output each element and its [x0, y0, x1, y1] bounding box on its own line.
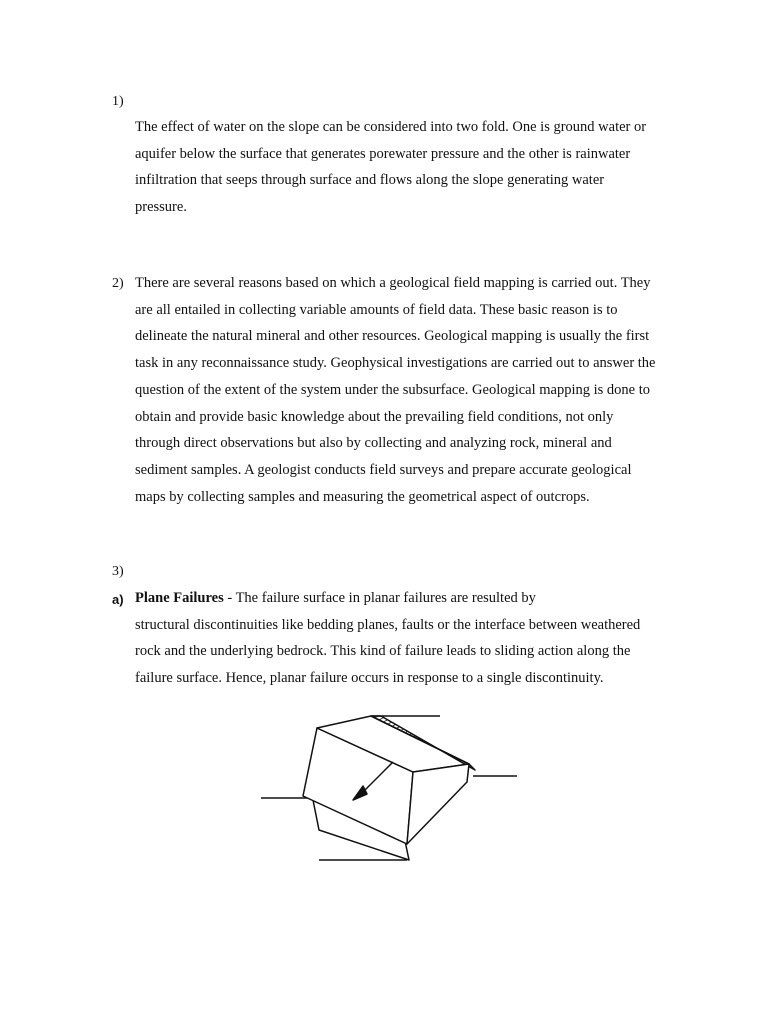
question-1-number: 1) [112, 94, 124, 109]
plane-failure-diagram [255, 708, 523, 870]
question-1-answer [135, 114, 646, 221]
term-plane-failures: Plane Failures [135, 590, 224, 606]
question-2-number: 2) [112, 276, 124, 291]
answer-line: There are several reasons based on which a geological field mapping is carried out. They [135, 275, 651, 291]
subquestion-a-label: a) [112, 592, 124, 607]
answer-line: question of the extent of the system under the subsurface. Geological mapping is done to [135, 381, 651, 398]
answer-line-rest: - The failure surface in planar failures are resulted by [223, 590, 536, 606]
answer-line: through direct observations but also by collecting and analyzing rock, mineral and [135, 435, 612, 452]
answer-first-line [135, 585, 640, 612]
answer-line: maps by collecting samples and measuring the geometrical aspect of outcrops. [135, 488, 590, 505]
answer-line: aquifer below the surface that generates porewater pressure and the other is rainwater [135, 145, 631, 162]
answer-line: are all entailed in collecting variable amounts of field data. These basic reason is to [135, 301, 618, 318]
answer-line: sediment samples. A geologist conducts field surveys and prepare accurate geological [135, 461, 632, 478]
answer-line: rock and the underlying bedrock. This kind of failure leads to sliding action along the [135, 643, 631, 660]
answer-line: obtain and provide basic knowledge about the prevailing field conditions, not only [135, 408, 614, 425]
answer-line: delineate the natural mineral and other resources. Geological mapping is usually the first [135, 328, 650, 345]
question-2-answer [135, 270, 656, 510]
answer-line: pressure. [135, 199, 187, 216]
answer-line: structural discontinuities like bedding planes, faults or the interface between weathered [135, 616, 641, 633]
answer-line: task in any reconnaissance study. Geophysical investigations are carried out to answer the [135, 355, 656, 372]
answer-line: failure surface. Hence, planar failure occurs in response to a single discontinuity. [135, 670, 604, 687]
answer-line: infiltration that seeps through surface and flows along the slope generating water [135, 172, 605, 189]
sliding-block-side [407, 764, 469, 844]
question-3a-answer [135, 585, 640, 692]
answer-line: The effect of water on the slope can be considered into two fold. One is ground water or [135, 119, 647, 135]
question-3-number: 3) [112, 564, 124, 579]
